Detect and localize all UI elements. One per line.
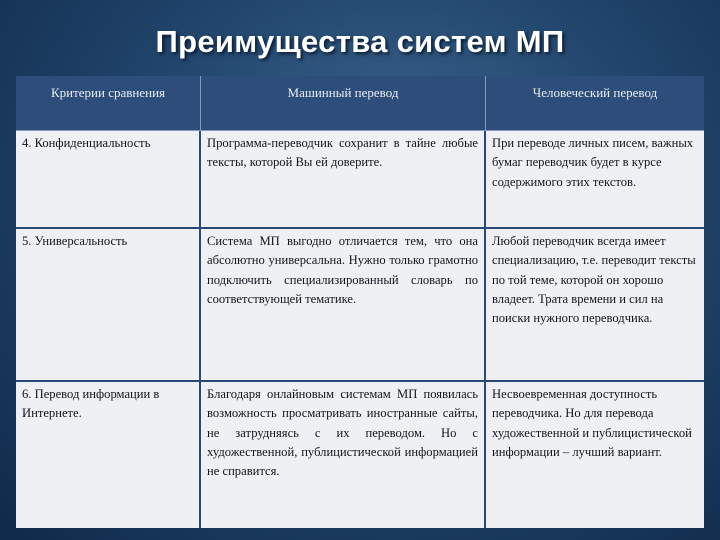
machine-cell: Программа-переводчик сохранит в тайне любые тексты, которой Вы ей доверите. (201, 131, 486, 227)
header-human-translation: Человеческий перевод (486, 76, 704, 131)
human-cell: При переводе личных писем, важных бумаг переводчик будет в курсе содержимого этих текстов. (486, 131, 704, 227)
criterion-cell: 6. Перевод информации в Интернете. (16, 380, 201, 528)
table-row (16, 131, 704, 227)
machine-cell: Система МП выгодно отличается тем, что она абсолютно универсальна. Нужно только грамотно подключить специализированный словарь по соответствующей тематике. (201, 227, 486, 380)
slide-title: Преимущества систем МП (155, 24, 565, 59)
table-row (16, 380, 704, 528)
human-cell: Любой переводчик всегда имеет специализацию, т.е. переводит тексты по той теме, которой он хорошо владеет. Трата времени и сил на поиски нужного переводчика. (486, 227, 704, 380)
table-row (16, 227, 704, 380)
human-cell: Несвоевременная доступность переводчика. Но для перевода художественной и публицистической информации – лучший вариант. (486, 380, 704, 528)
criterion-cell: 4. Конфиденциальность (16, 131, 201, 227)
header-criteria: Критерии сравнения (16, 76, 201, 131)
table-header-row (16, 76, 704, 131)
header-machine-translation: Машинный перевод (201, 76, 486, 131)
criterion-cell: 5. Универсальность (16, 227, 201, 380)
machine-cell: Благодаря онлайновым системам МП появилась возможность просматривать иностранные сайты, не затрудняясь с их переводом. Но с художественной, публицистической информацией не справится. (201, 380, 486, 528)
comparison-table (16, 76, 704, 528)
